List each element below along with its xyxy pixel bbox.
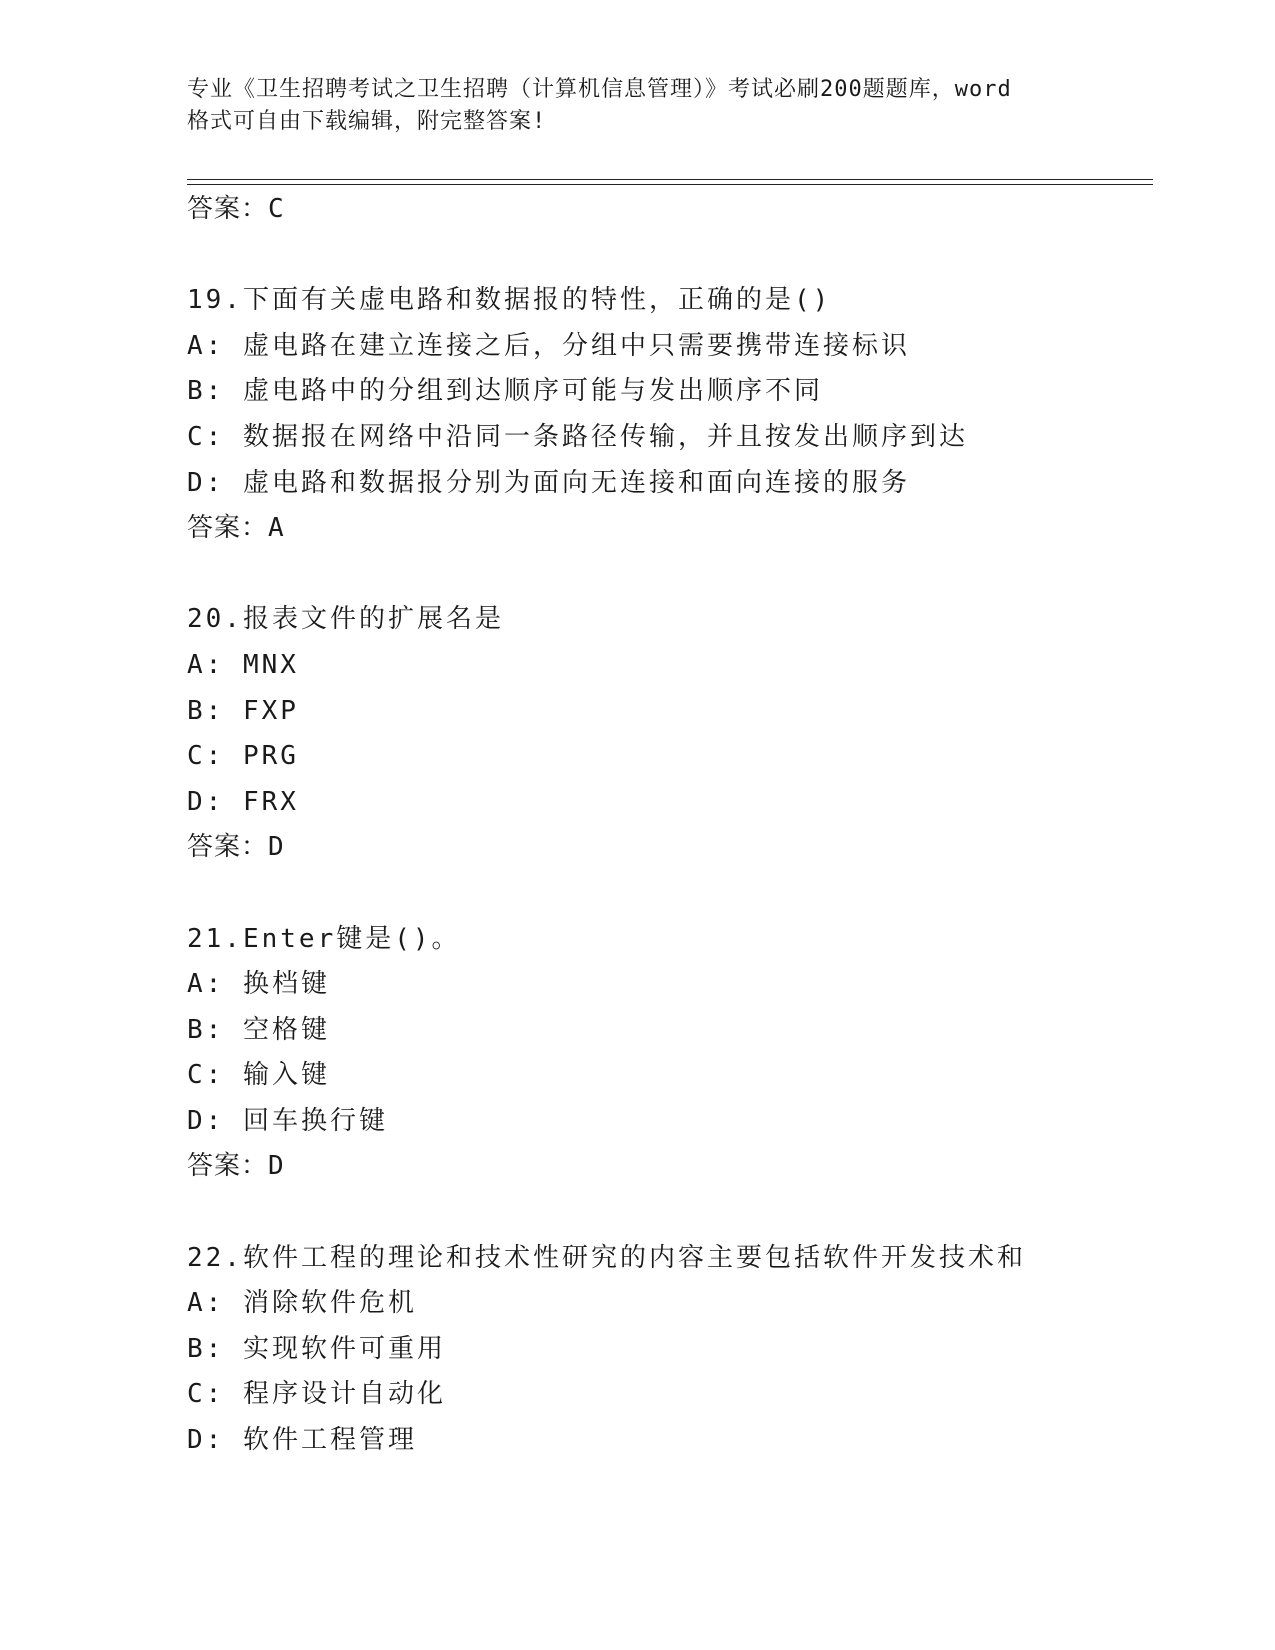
option-b: B: 虚电路中的分组到达顺序可能与发出顺序不同 xyxy=(187,376,823,407)
option-a: A: MNX xyxy=(187,649,299,680)
option-d: D: 回车换行键 xyxy=(187,1105,388,1136)
question-block xyxy=(187,917,1147,1191)
answer-line: 答案：A xyxy=(187,513,285,544)
option-c: C: 数据报在网络中沿同一条路径传输，并且按发出顺序到达 xyxy=(187,421,968,452)
question-stem: 22.软件工程的理论和技术性研究的内容主要包括软件开发技术和 xyxy=(187,1242,1026,1273)
spacer xyxy=(187,552,1147,598)
option-b: B: 实现软件可重用 xyxy=(187,1333,446,1364)
question-block xyxy=(187,597,1147,871)
option-b: B: 空格键 xyxy=(187,1014,330,1045)
option-d: D: 虚电路和数据报分别为面向无连接和面向连接的服务 xyxy=(187,467,910,498)
option-d: D: FRX xyxy=(187,786,299,817)
header-line-2: 格式可自由下载编辑，附完整答案! xyxy=(187,109,547,134)
question-stem: 19.下面有关虚电路和数据报的特性，正确的是() xyxy=(187,285,832,316)
spacer xyxy=(187,871,1147,917)
option-b: B: FXP xyxy=(187,695,299,726)
header-rule-top xyxy=(187,179,1153,180)
option-c: C: 程序设计自动化 xyxy=(187,1379,446,1410)
page-header xyxy=(187,74,1107,138)
question-block xyxy=(187,278,1147,552)
answer-line: 答案：D xyxy=(187,832,285,863)
document-body xyxy=(187,187,1147,1464)
option-d: D: 软件工程管理 xyxy=(187,1425,417,1456)
question-stem: 21.Enter键是()。 xyxy=(187,923,461,954)
option-c: C: 输入键 xyxy=(187,1060,330,1091)
answer-line: 答案：C xyxy=(187,194,285,224)
option-a: A: 虚电路在建立连接之后，分组中只需要携带连接标识 xyxy=(187,330,910,361)
header-line-1: 专业《卫生招聘考试之卫生招聘（计算机信息管理）》考试必刷200题题库，word xyxy=(187,77,1012,102)
option-a: A: 消除软件危机 xyxy=(187,1288,417,1319)
spacer xyxy=(187,1190,1147,1236)
spacer xyxy=(187,233,1147,279)
header-rule-bottom xyxy=(187,184,1153,185)
question-block xyxy=(187,1236,1147,1464)
question-stem: 20.报表文件的扩展名是 xyxy=(187,604,504,635)
option-c: C: PRG xyxy=(187,741,299,772)
option-a: A: 换档键 xyxy=(187,969,330,1000)
answer-line: 答案：D xyxy=(187,1151,285,1182)
